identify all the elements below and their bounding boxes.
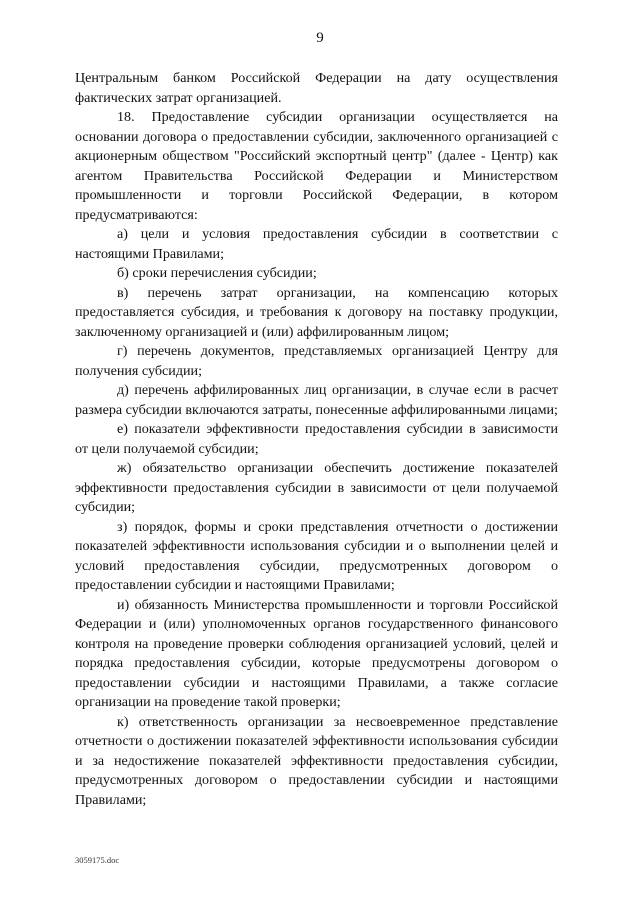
paragraph-item-e: е) показатели эффективности предоставления субсидии в зависимости от цели получаемой субсидии; bbox=[75, 421, 558, 457]
paragraph-item-b: б) сроки перечисления субсидии; bbox=[117, 265, 317, 281]
document-body bbox=[75, 69, 558, 810]
paragraph-item-k: к) ответственность организации за несвоевременное представление отчетности о достижении показателей эффективности использования субсидии и за недостижение показателей эффективности предоставления субсидии, предусмотренных договором о предоставлении субсидии и настоящими Правилами; bbox=[75, 713, 558, 808]
paragraph-clause-18: 18. Предоставление субсидии организации осуществляется на основании договора о предоставлении субсидии, заключенного организацией с акционерным обществом "Российский экспортный центр" (далее - Центр) как агентом Правительства Российской Федерации и Министерством промышленности и торговли Российской Федерации, в котором предусматриваются: bbox=[75, 109, 558, 223]
paragraph-item-a: а) цели и условия предоставления субсидии в соответствии с настоящими Правилами; bbox=[75, 226, 558, 262]
paragraph-item-g: г) перечень документов, представляемых организацией Центру для получения субсидии; bbox=[75, 343, 558, 379]
document-filename-footer: 3059175.doc bbox=[75, 855, 120, 865]
paragraph-continuation: Центральным банком Российской Федерации на дату осуществления фактических затрат организацией. bbox=[75, 70, 558, 106]
paragraph-item-d: д) перечень аффилированных лиц организации, в случае если в расчет размера субсидии включаются затраты, понесенные аффилированными лицами; bbox=[75, 382, 558, 418]
paragraph-item-i: и) обязанность Министерства промышленности и торговли Российской Федерации и (или) уполномоченных органов государственного финансового контроля на проведение проверки соблюдения организацией условий, целей и порядка предоставления субсидии, которые предусмотрены договором о предоставлении субсидии и настоящими Правилами, а также согласие организации на проведение такой проверки; bbox=[75, 596, 558, 710]
page-number: 9 bbox=[316, 30, 324, 46]
paragraph-item-zh: ж) обязательство организации обеспечить достижение показателей эффективности предоставления субсидии в зависимости от цели получаемой субсидии; bbox=[75, 460, 558, 515]
paragraph-item-v: в) перечень затрат организации, на компенсацию которых предоставляется субсидия, и требования к договору на поставку продукции, заключенному организацией и (или) аффилированным лицом; bbox=[75, 284, 558, 340]
paragraph-item-z: з) порядок, формы и сроки представления отчетности о достижении показателей эффективности использования субсидии и о выполнении целей и условий предоставления субсидии, предусмотренных договором о предоставлении субсидии и настоящими Правилами; bbox=[75, 518, 558, 593]
